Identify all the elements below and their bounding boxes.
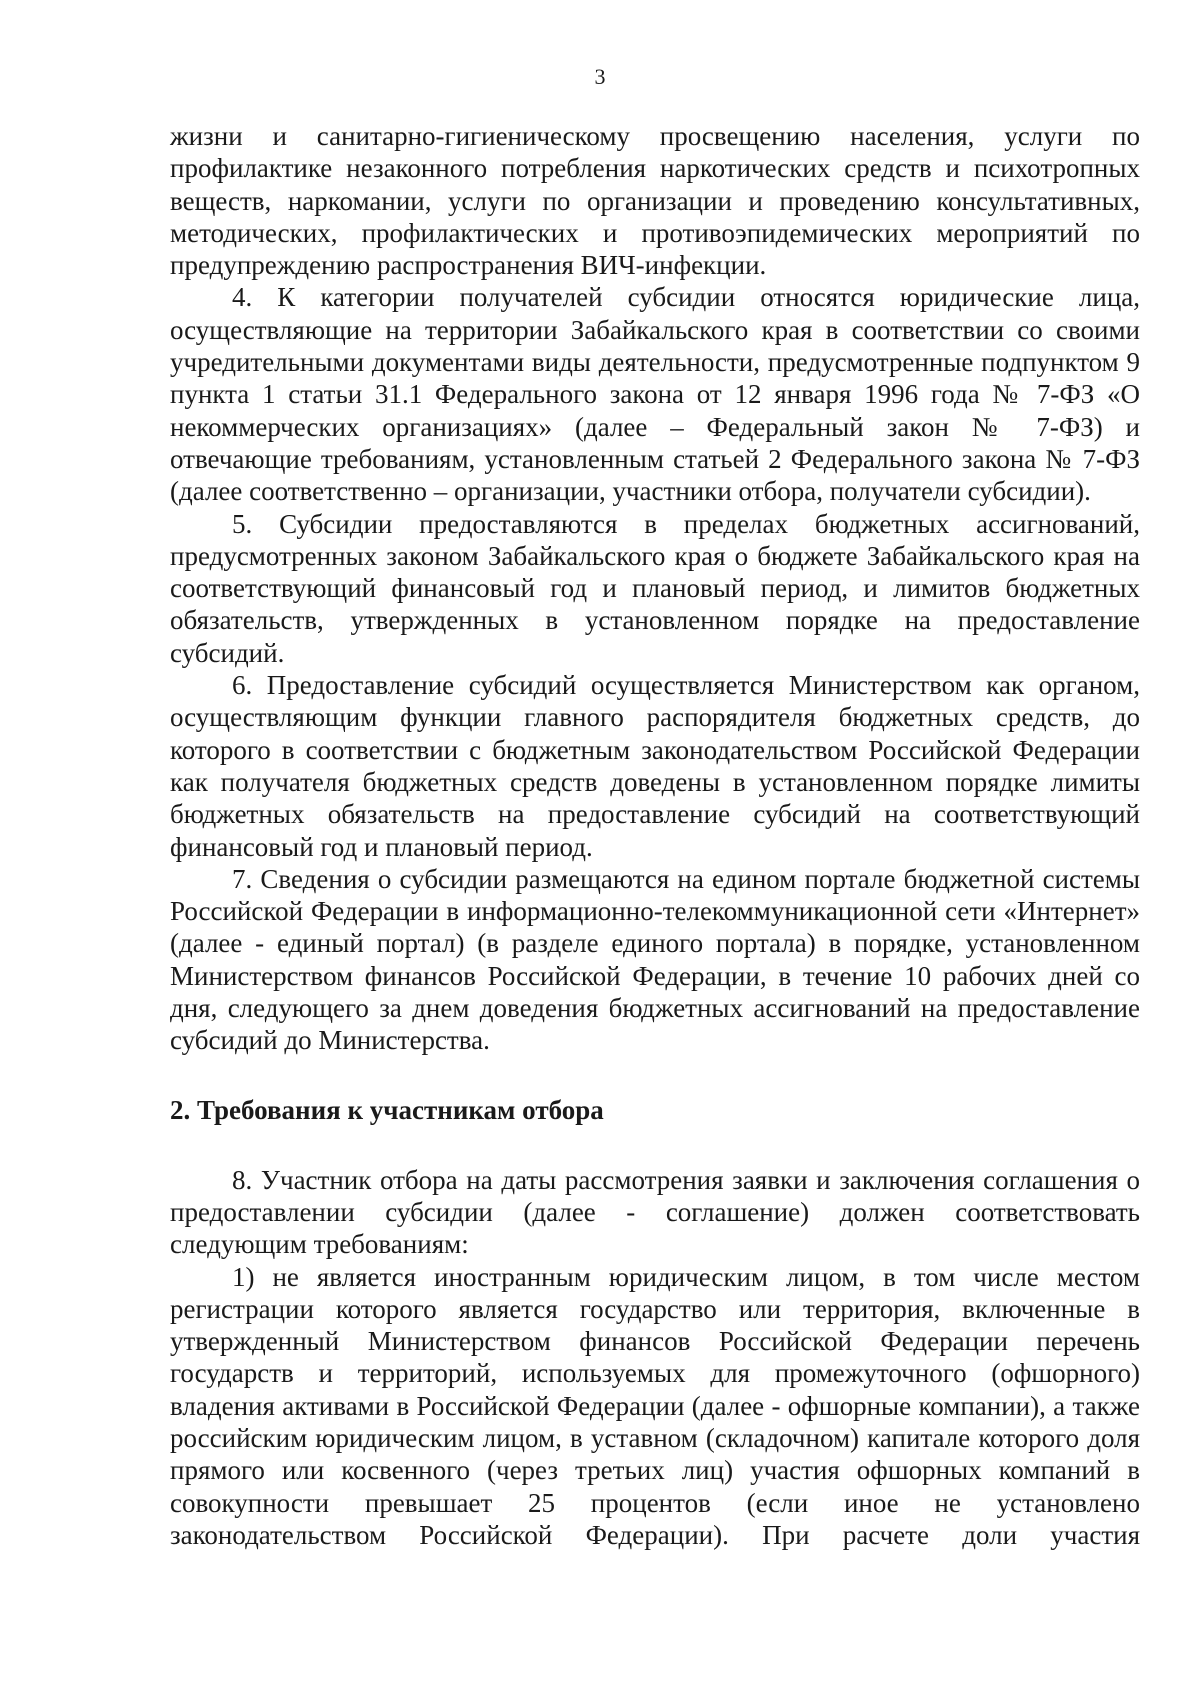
paragraph-item-5: 5. Субсидии предоставляются в пределах бюджетных ассигнований, предусмотренных законом Забайкальского края о бюджете Забайкальского края на соответствующий финансовый год и плановый период, и лимитов бюджетных обязательств, утвержденных в установленном порядке на предоставление субсидий. <box>170 508 1140 668</box>
paragraph-item-8: 8. Участник отбора на даты рассмотрения заявки и заключения соглашения о предоставлении субсидии (далее - соглашение) должен соответствовать следующим требованиям: <box>170 1164 1140 1260</box>
paragraph-item-7: 7. Сведения о субсидии размещаются на едином портале бюджетной системы Российской Федерации в информационно-телекоммуникационной сети «Интернет» (далее - единый портал) (в разделе единого портала) в порядке, установленном Министерством финансов Российской Федерации, в течение 10 рабочих дней со дня, следующего за днем доведения бюджетных ассигнований на предоставление субсидий до Министерства. <box>170 863 1140 1056</box>
page-number: 3 <box>594 64 606 89</box>
paragraph-subitem-1: 1) не является иностранным юридическим лицом, в том числе местом регистрации которого является государство или территория, включенные в утвержденный Министерством финансов Российской Федерации перечень государств и территорий, используемых для промежуточного (офшорного) владения активами в Российской Федерации (далее - офшорные компании), а также российским юридическим лицом, в уставном (складочном) капитале которого доля прямого или косвенного (через третьих лиц) участия офшорных компаний в совокупности превышает 25 процентов (если иное не установлено законодательством Российской Федерации). При расчете доли участия <box>170 1261 1140 1550</box>
paragraph-item-4: 4. К категории получателей субсидии относятся юридические лица, осуществляющие на территории Забайкальского края в соответствии со своими учредительными документами виды деятельности, предусмотренные подпунктом 9 пункта 1 статьи 31.1 Федерального закона от 12 января 1996 года № 7-ФЗ «О некоммерческих организациях» (далее – Федеральный закон № 7-ФЗ) и отвечающие требованиям, установленным статьей 2 Федерального закона № 7-ФЗ (далее соответственно – организации, участники отбора, получатели субсидии). <box>170 282 1140 507</box>
section-heading: 2. Требования к участникам отбора <box>170 1094 604 1125</box>
paragraph-item-6: 6. Предоставление субсидий осуществляется Министерством как органом, осуществляющим функции главного распорядителя бюджетных средств, до которого в соответствии с бюджетным законодательством Российской Федерации как получателя бюджетных средств доведены в установленном порядке лимиты бюджетных обязательств на предоставление субсидий на соответствующий финансовый год и плановый период. <box>170 670 1140 862</box>
paragraph-continuation: жизни и санитарно-гигиеническому просвещению населения, услуги по профилактике незаконного потребления наркотических средств и психотропных веществ, наркомании, услуги по организации и проведению консультативных, методических, профилактических и противоэпидемических мероприятий по предупреждению распространения ВИЧ-инфекции. <box>170 121 1140 281</box>
document-body <box>170 120 1140 1551</box>
